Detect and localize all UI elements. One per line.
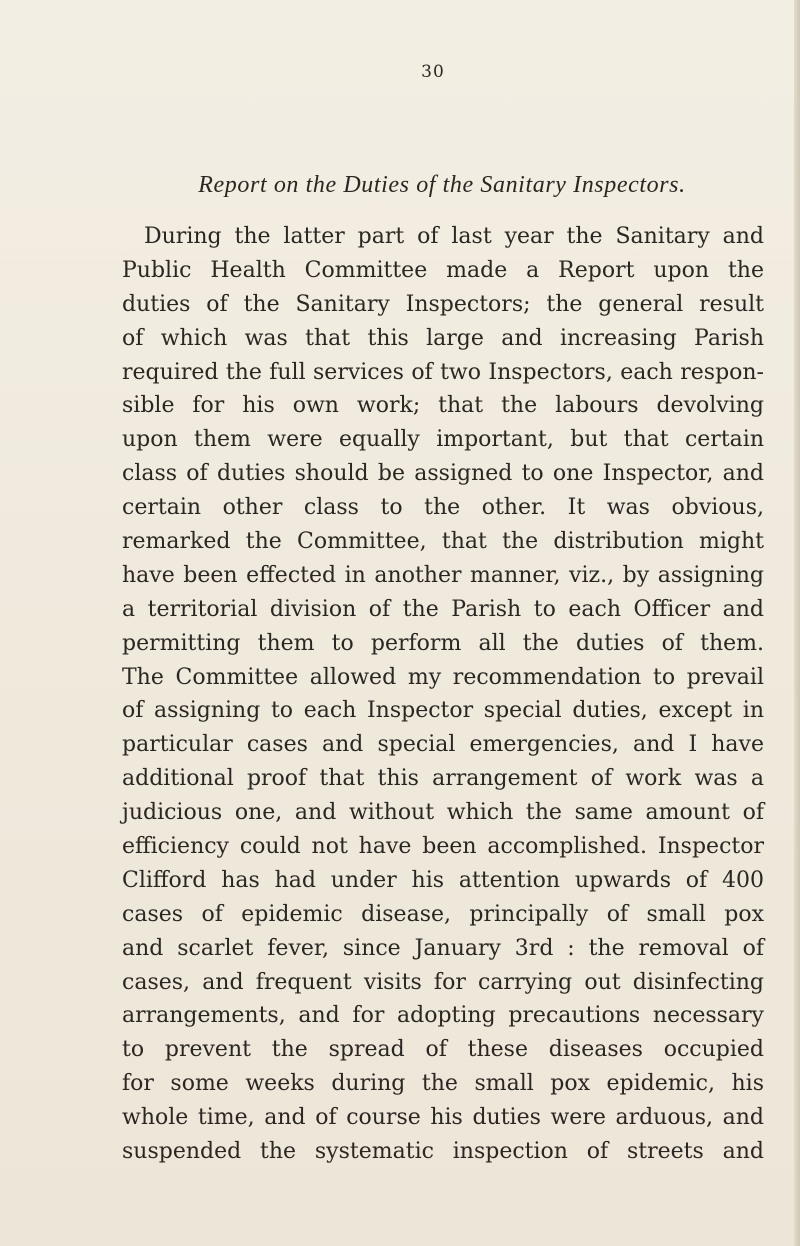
text-line: permitting them to perform all the duties of them. <box>122 630 764 656</box>
text-line: have been effected in another manner, viz., by assigning <box>122 562 764 588</box>
text-line: for some weeks during the small pox epidemic, his <box>122 1071 764 1097</box>
text-line: of assigning to each Inspector special duties, except in <box>122 698 764 724</box>
text-line: and scarlet fever, since January 3rd : the removal of <box>122 935 764 961</box>
text-line: a territorial division of the Parish to each Officer and <box>122 596 764 622</box>
text-line: certain other class to the other. It was obvious, <box>122 495 764 521</box>
report-title: Report on the Duties of the Sanitary Inspectors. <box>198 172 686 198</box>
text-line: sible for his own work; that the labours devolving <box>122 393 764 419</box>
text-line: upon them were equally important, but that certain <box>122 427 764 453</box>
text-line: required the full services of two Inspectors, each respon- <box>122 359 764 385</box>
body-paragraph <box>122 220 764 1169</box>
text-line: cases of epidemic disease, principally of small pox <box>122 901 764 927</box>
text-line: remarked the Committee, that the distribution might <box>122 529 764 555</box>
text-line: class of duties should be assigned to one Inspector, and <box>122 461 764 487</box>
text-line: particular cases and special emergencies, and I have <box>122 732 764 758</box>
page-edge-shadow <box>794 0 800 1246</box>
text-line: efficiency could not have been accomplished. Inspector <box>122 834 764 860</box>
text-line: suspended the systematic inspection of streets and <box>122 1139 764 1165</box>
text-line: Clifford has had under his attention upwards of 400 <box>122 867 764 893</box>
text-line: During the latter part of last year the Sanitary and <box>144 224 764 249</box>
text-line: additional proof that this arrangement of work was a <box>122 766 764 792</box>
text-line: arrangements, and for adopting precautions necessary <box>122 1003 764 1029</box>
text-line: whole time, and of course his duties were arduous, and <box>122 1105 764 1131</box>
text-line: cases, and frequent visits for carrying out disinfecting <box>122 969 764 995</box>
text-line: Public Health Committee made a Report upon the <box>122 257 764 283</box>
text-line: The Committee allowed my recommendation to prevail <box>122 664 764 690</box>
text-line: to prevent the spread of these diseases occupied <box>122 1037 764 1063</box>
text-line: duties of the Sanitary Inspectors; the general result <box>122 291 764 317</box>
text-line: of which was that this large and increasing Parish <box>122 325 764 351</box>
page-number: 30 <box>421 62 445 82</box>
text-line: judicious one, and without which the same amount of <box>122 800 764 826</box>
